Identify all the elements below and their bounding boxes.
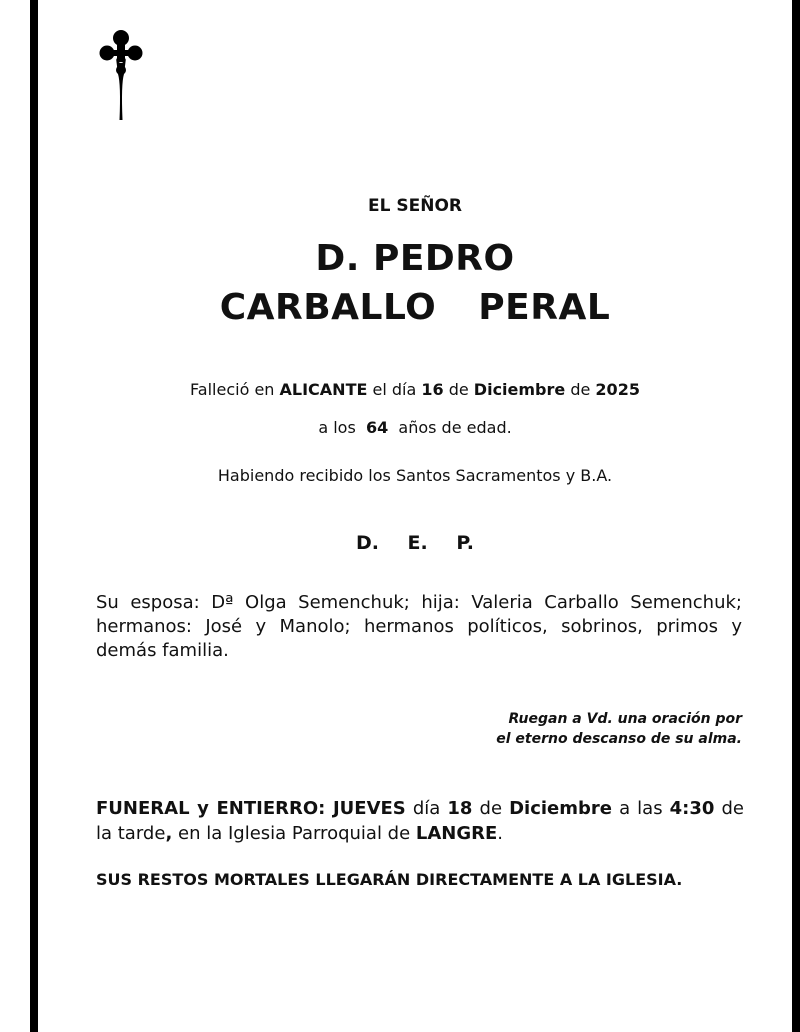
remains-notice: SUS RESTOS MORTALES LLEGARÁN DIRECTAMENTE A LA IGLESIA. [96, 870, 683, 889]
death-year: 2025 [595, 380, 640, 399]
death-info: Falleció en ALICANTE el día 16 de Diciembre de 2025 [190, 380, 640, 399]
prayer-line1: Ruegan a Vd. una oración por [508, 711, 742, 727]
prayer-line2: el eterno descanso de su alma. [496, 731, 742, 747]
funeral-day: 18 [447, 798, 473, 819]
age-value: 64 [365, 418, 389, 437]
funeral-month: Diciembre [509, 798, 612, 819]
prayer-request [400, 709, 742, 749]
family-paragraph: Su esposa: Dª Olga Semenchuk; hija: Valeria Carballo Semenchuk; hermanos: José y Manolo; hermanos políticos, sobrinos, primos y demás familia. [96, 592, 742, 661]
funeral-label: FUNERAL y ENTIERRO: JUEVES [96, 798, 406, 819]
funeral-time: 4:30 [669, 798, 715, 819]
santiago-cross-icon [98, 28, 144, 120]
honorific: EL SEÑOR [368, 196, 462, 216]
dep-line: D. E. P. [355, 532, 475, 554]
deceased-name-line1: D. PEDRO [315, 238, 515, 279]
age-info: a los 64 años de edad. [318, 418, 512, 437]
funeral-paragraph: FUNERAL y ENTIERRO: JUEVES día 18 de Diciembre a las 4:30 de la tarde, en la Iglesia Parroquial de LANGRE. [96, 798, 745, 844]
deceased-name-line2: CARBALLO PERAL [219, 287, 611, 328]
death-city: ALICANTE [279, 380, 368, 399]
death-month: Diciembre [473, 380, 566, 399]
right-black-border [792, 0, 800, 1032]
funeral-place: LANGRE [415, 823, 498, 844]
death-day: 16 [421, 380, 444, 399]
sacraments-line: Habiendo recibido los Santos Sacramentos y B.A. [217, 466, 613, 485]
left-black-border [30, 0, 38, 1032]
